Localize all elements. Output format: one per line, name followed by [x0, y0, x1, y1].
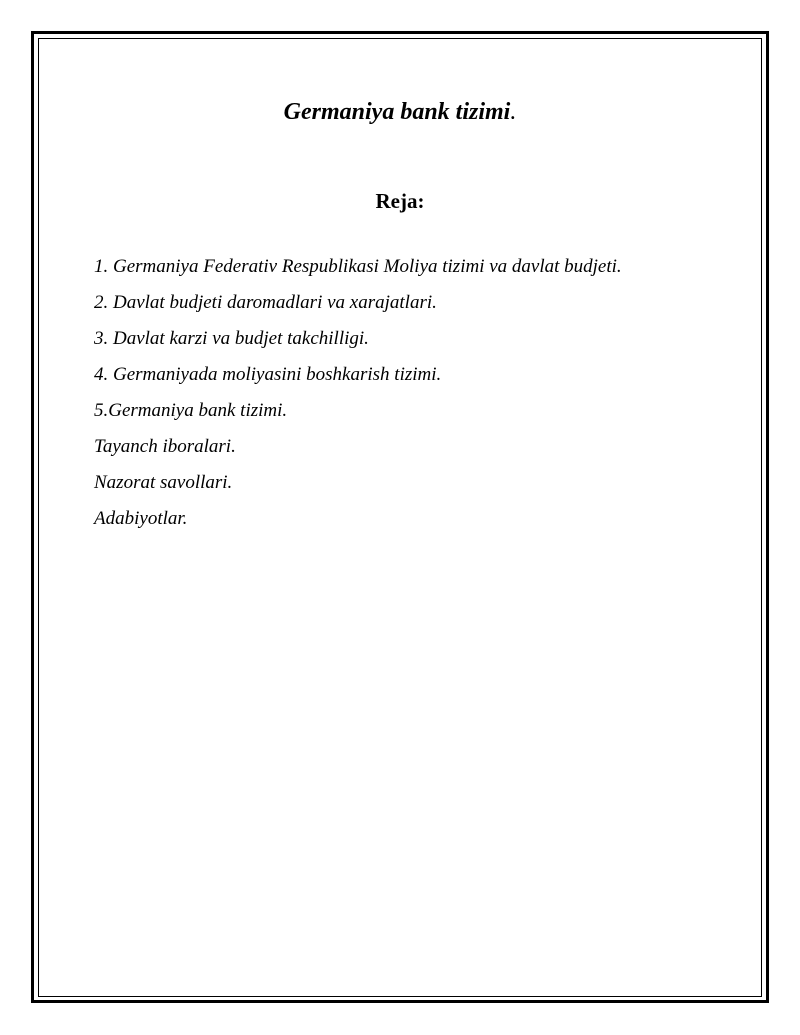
- document-title-text: Germaniya bank tizimi: [283, 99, 511, 125]
- plan-item-1: 1. Germaniya Federativ Respublikasi Moliya tizimi va davlat budjeti.: [94, 256, 622, 277]
- plan-item-2: 2. Davlat budjeti daromadlari va xarajatlari.: [94, 292, 437, 313]
- plan-heading: Reja:: [375, 189, 425, 213]
- plan-item-4: 4. Germaniyada moliyasini boshkarish tizimi.: [94, 364, 442, 385]
- document-title: [0, 96, 800, 128]
- plan-item-3: 3. Davlat karzi va budjet takchilligi.: [94, 328, 369, 349]
- document-title-period: .: [510, 99, 517, 125]
- plan-list: [94, 249, 622, 537]
- plan-item-key-terms: Tayanch iboralari.: [94, 436, 236, 457]
- plan-item-literature: Adabiyotlar.: [94, 508, 188, 529]
- plan-item-review-questions: Nazorat savollari.: [94, 472, 233, 493]
- plan-item-5: 5.Germaniya bank tizimi.: [94, 400, 288, 421]
